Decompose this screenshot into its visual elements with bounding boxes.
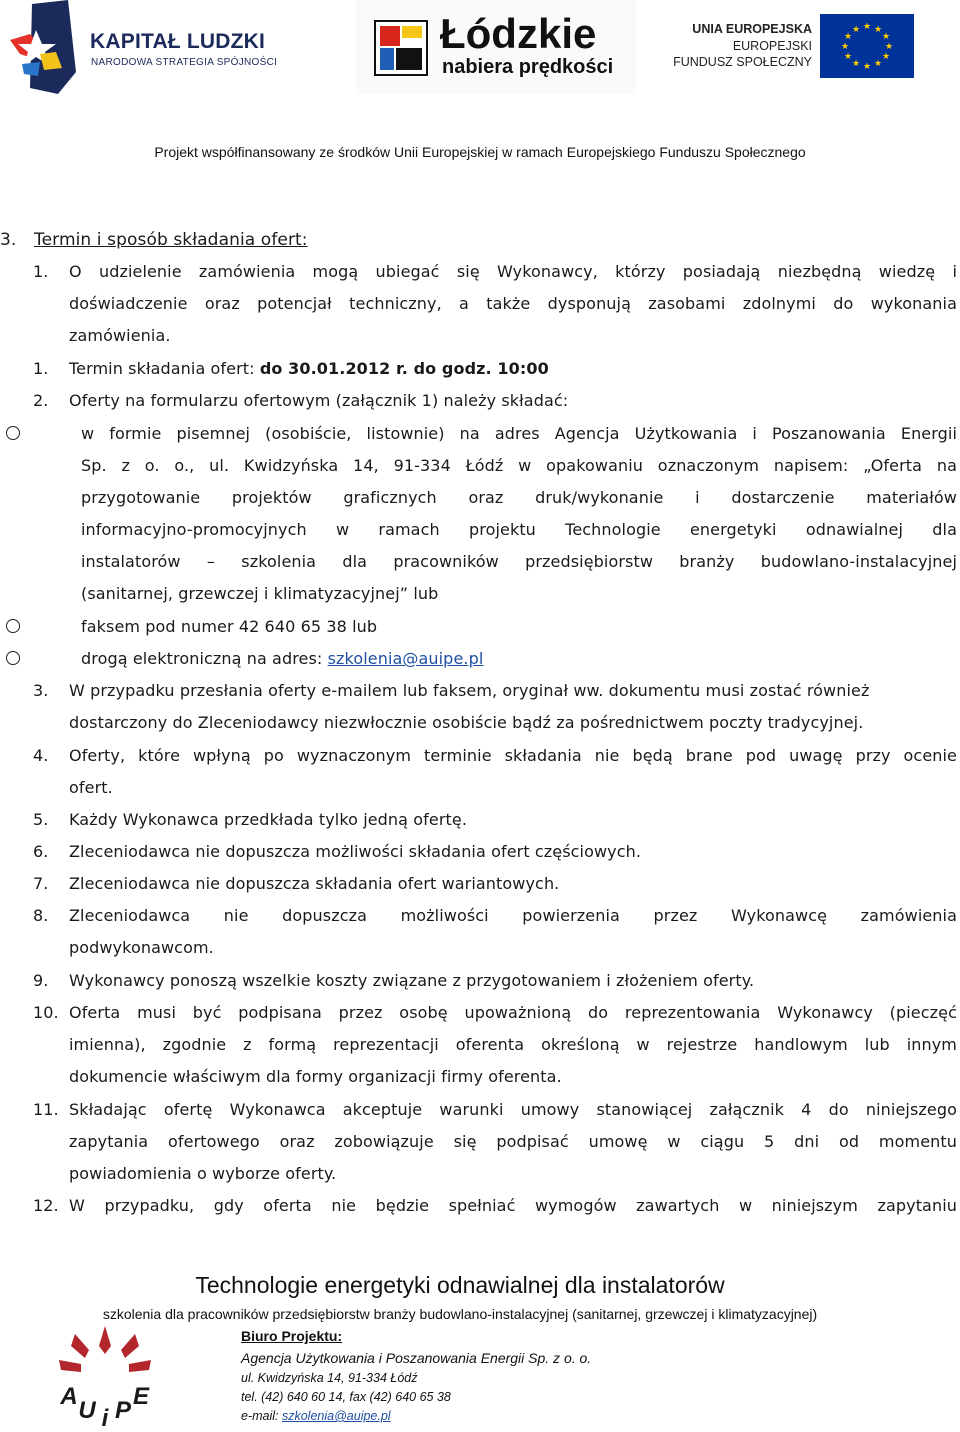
list-item-text: Składając ofertę Wykonawca akceptuje warunki umowy stanowiącej załącznik 4 do niniejszego bbox=[69, 1100, 957, 1119]
list-number: 4. bbox=[33, 746, 49, 765]
footer-subtitle: szkolenia dla pracowników przedsiębiorstw branży budowlano-instalacyjnej (sanitarnej, grzewczej i klimatyzacyjnej) bbox=[102, 1306, 818, 1322]
list-item-text: ofert. bbox=[69, 778, 113, 797]
list-number: 3. bbox=[33, 681, 49, 700]
footer-title: Technologie energetyki odnawialnej dla instalatorów bbox=[195, 1272, 725, 1298]
list-item-text: Oferty, które wpłyną po wyznaczonym terminie składania nie będą brane pod uwagę przy ocenie bbox=[69, 746, 957, 765]
header bbox=[0, 0, 960, 170]
list-item-text: Wykonawcy ponoszą wszelkie koszty związane z przygotowaniem i złożeniem oferty. bbox=[69, 971, 755, 990]
eu-title: UNIA EUROPEJSKA bbox=[692, 22, 812, 36]
list-item-text: zapytania ofertowego oraz zobowiązuje się podpisać umowę w ciągu 5 dni od momentu bbox=[69, 1132, 957, 1151]
list-item-text: zamówienia. bbox=[69, 326, 171, 345]
list-item-text: Oferty na formularzu ofertowym (załącznik 1) należy składać: bbox=[69, 391, 569, 410]
list-item-text: podwykonawcom. bbox=[69, 938, 214, 957]
list-number: 10. bbox=[33, 1003, 59, 1022]
footer bbox=[0, 1260, 960, 1432]
bullet-text: przygotowanie projektów graficznych oraz druk/wykonanie i dostarczenie materiałów bbox=[81, 488, 957, 507]
eu-line-3: FUNDUSZ SPOŁECZNY bbox=[673, 55, 812, 69]
bullet-circle-icon bbox=[6, 619, 20, 633]
kapital-ludzki-subtitle: NARODOWA STRATEGIA SPÓJNOŚCI bbox=[91, 57, 278, 68]
list-number: 12. bbox=[33, 1196, 59, 1215]
list-number: 2. bbox=[33, 391, 49, 410]
auipe-letter: i bbox=[101, 1405, 109, 1432]
bullet-text: informacyjno-promocyjnych w ramach projektu Technologie energetyki odnawialnej dla bbox=[81, 520, 957, 539]
list-number: 11. bbox=[33, 1100, 59, 1119]
kapital-ludzki-emblem-icon bbox=[10, 0, 80, 94]
list-item-text: Każdy Wykonawca przedkłada tylko jedną ofertę. bbox=[69, 810, 468, 829]
email-label: drogą elektroniczną na adres: bbox=[81, 649, 328, 668]
list-number: 1. bbox=[33, 262, 49, 281]
svg-text:★: ★ bbox=[862, 22, 872, 32]
list-number: 9. bbox=[33, 971, 49, 990]
auipe-letter: U bbox=[78, 1397, 96, 1424]
auipe-logo-icon bbox=[55, 1324, 155, 1432]
office-email-line bbox=[241, 1409, 391, 1423]
bullet-text: instalatorów – szkolenia dla pracowników przedsiębiorstw branży budowlano-instalacyjnej bbox=[81, 552, 957, 571]
bullet-circle-icon bbox=[6, 651, 20, 665]
section-title: Termin i sposób składania ofert: bbox=[34, 230, 308, 250]
svg-text:★: ★ bbox=[873, 25, 883, 35]
list-item-text: Oferta musi być podpisana przez osobę upoważnioną do reprezentowania Wykonawcy (pieczęć bbox=[69, 1003, 957, 1022]
list-number: 6. bbox=[33, 842, 49, 861]
list-item-text: W przypadku przesłania oferty e-mailem lub faksem, oryginał ww. dokumentu musi zostać również bbox=[69, 681, 870, 700]
auipe-letter: A bbox=[60, 1383, 78, 1410]
email-link[interactable]: szkolenia@auipe.pl bbox=[327, 649, 484, 668]
list-number: 5. bbox=[33, 810, 49, 829]
deadline-value: do 30.01.2012 r. do godz. 10:00 bbox=[259, 359, 549, 378]
office-street: ul. Kwidzyńska 14, 91-334 Łódź bbox=[241, 1371, 418, 1385]
svg-text:★: ★ bbox=[840, 42, 850, 52]
list-number: 7. bbox=[33, 874, 49, 893]
deadline-line bbox=[69, 353, 957, 385]
list-item-text: dostarczony do Zleceniodawcy niezwłocznie osobiście bądź za pośrednictwem poczty tradycyjnej. bbox=[69, 713, 864, 732]
bullet-text: faksem pod numer 42 640 65 38 lub bbox=[81, 617, 378, 636]
office-agency: Agencja Użytkowania i Poszanowania Energii Sp. z o. o. bbox=[241, 1350, 592, 1366]
auipe-letter: P bbox=[114, 1397, 132, 1424]
eu-logo bbox=[673, 10, 920, 80]
list-item-text: O udzielenie zamówienia mogą ubiegać się Wykonawcy, którzy posiadają niezbędną wiedzę i bbox=[69, 262, 957, 281]
svg-text:★: ★ bbox=[862, 62, 872, 72]
list-item-text: imienna), zgodnie z formą reprezentacji oferenta określoną w rejestrze handlowym lub innym bbox=[69, 1035, 957, 1054]
svg-text:★: ★ bbox=[873, 59, 883, 69]
svg-text:★: ★ bbox=[851, 25, 861, 35]
bullet-text: w formie pisemnej (osobiście, listownie) na adres Agencja Użytkowania i Poszanowania Energii bbox=[81, 424, 957, 443]
deadline-label: Termin składania ofert: bbox=[69, 359, 260, 378]
bullet-text: Sp. z o. o., ul. Kwidzyńska 14, 91-334 Łódź w opakowaniu oznaczonym napisem: „Oferta na bbox=[81, 456, 957, 475]
lodzkie-subtitle: nabiera prędkości bbox=[442, 56, 614, 78]
list-item-text: Zleceniodawca nie dopuszcza możliwości powierzenia przez Wykonawcę zamówienia bbox=[69, 906, 957, 925]
list-number: 1. bbox=[33, 359, 49, 378]
list-item-text: dokumencie właściwym dla formy organizacji firmy oferenta. bbox=[69, 1067, 562, 1086]
section-number: 3. bbox=[0, 230, 17, 250]
office-phone: tel. (42) 640 60 14, fax (42) 640 65 38 bbox=[241, 1390, 451, 1404]
lodzkie-title: Łódzkie bbox=[440, 10, 597, 57]
list-number: 8. bbox=[33, 906, 49, 925]
eu-flag-icon bbox=[820, 14, 914, 78]
list-item-text: W przypadku, gdy oferta nie będzie spełniać wymogów zawartych w niniejszym zapytaniu bbox=[69, 1196, 957, 1215]
auipe-letter: E bbox=[132, 1383, 150, 1410]
office-label: Biuro Projektu: bbox=[241, 1328, 343, 1344]
cofinance-note: Projekt współfinansowany ze środków Unii Europejskiej w ramach Europejskiego Funduszu Społecznego bbox=[154, 144, 806, 160]
svg-text:★: ★ bbox=[843, 32, 853, 42]
lodzkie-logo bbox=[356, 0, 636, 94]
svg-text:★: ★ bbox=[884, 42, 894, 52]
eu-line-2: EUROPEJSKI bbox=[732, 39, 812, 53]
svg-text:★: ★ bbox=[851, 59, 861, 69]
list-item-text: powiadomienia o wyborze oferty. bbox=[69, 1164, 337, 1183]
office-email-link[interactable]: szkolenia@auipe.pl bbox=[281, 1409, 391, 1423]
office-email-label: e-mail: bbox=[241, 1409, 282, 1423]
svg-text:★: ★ bbox=[881, 32, 891, 42]
svg-text:★: ★ bbox=[843, 52, 853, 62]
bullet-text: (sanitarnej, grzewczej i klimatyzacyjnej” lub bbox=[81, 584, 439, 603]
list-item-text: Zleceniodawca nie dopuszcza składania ofert wariantowych. bbox=[69, 874, 560, 893]
kapital-ludzki-logo bbox=[10, 0, 300, 96]
list-item-text: doświadczenie oraz potencjał techniczny, a także dysponują zasobami zdolnymi do wykonania bbox=[69, 294, 957, 313]
svg-text:★: ★ bbox=[881, 52, 891, 62]
kapital-ludzki-title: KAPITAŁ LUDZKI bbox=[90, 30, 266, 53]
bullet-circle-icon bbox=[6, 426, 20, 440]
bullet-text bbox=[81, 643, 483, 675]
lodzkie-square-icon bbox=[374, 20, 428, 76]
list-item-text: Zleceniodawca nie dopuszcza możliwości składania ofert częściowych. bbox=[69, 842, 642, 861]
